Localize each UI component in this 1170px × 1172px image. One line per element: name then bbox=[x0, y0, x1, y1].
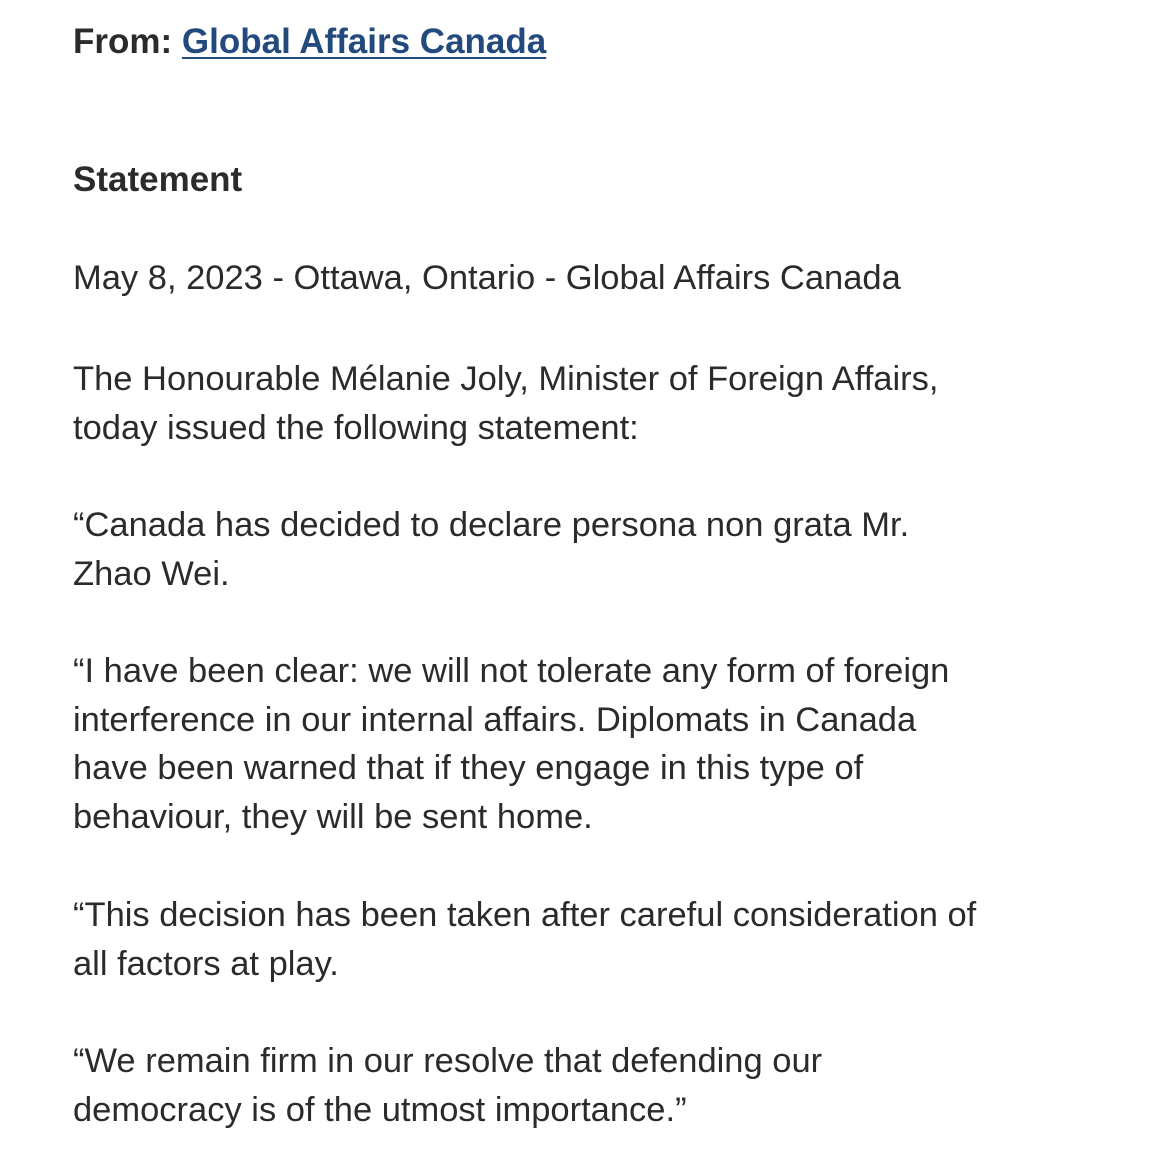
sender-link[interactable]: Global Affairs Canada bbox=[181, 22, 547, 61]
quote-paragraph-4 bbox=[73, 1037, 1133, 1134]
quote-line: “I have been clear: we will not tolerate any form of foreign bbox=[73, 652, 950, 690]
from-line bbox=[73, 22, 546, 62]
dateline-text: May 8, 2023 - Ottawa, Ontario - Global Affairs Canada bbox=[73, 259, 901, 297]
quote-paragraph-3 bbox=[73, 891, 1133, 988]
intro-paragraph bbox=[73, 355, 1133, 452]
quote-paragraph-1 bbox=[73, 501, 1133, 598]
quote-line: behaviour, they will be sent home. bbox=[73, 797, 593, 836]
intro-line: The Honourable Mélanie Joly, Minister of Foreign Affairs, bbox=[73, 360, 939, 398]
quote-line: “We remain firm in our resolve that defending our bbox=[73, 1042, 823, 1080]
quote-line: interference in our internal affairs. Diplomats in Canada bbox=[73, 700, 917, 739]
quote-line: democracy is of the utmost importance.” bbox=[73, 1090, 687, 1129]
dateline bbox=[73, 254, 1133, 303]
quote-line: all factors at play. bbox=[73, 944, 339, 983]
quote-line: Zhao Wei. bbox=[73, 554, 230, 593]
quote-line: “This decision has been taken after careful consideration of bbox=[73, 896, 977, 934]
quote-paragraph-2 bbox=[73, 647, 1133, 841]
statement-heading: Statement bbox=[73, 160, 243, 199]
quote-line: “Canada has decided to declare persona non grata Mr. bbox=[73, 506, 910, 544]
quote-line: have been warned that if they engage in this type of bbox=[73, 749, 864, 787]
from-label: From: bbox=[73, 22, 173, 61]
intro-line: today issued the following statement: bbox=[73, 408, 639, 447]
